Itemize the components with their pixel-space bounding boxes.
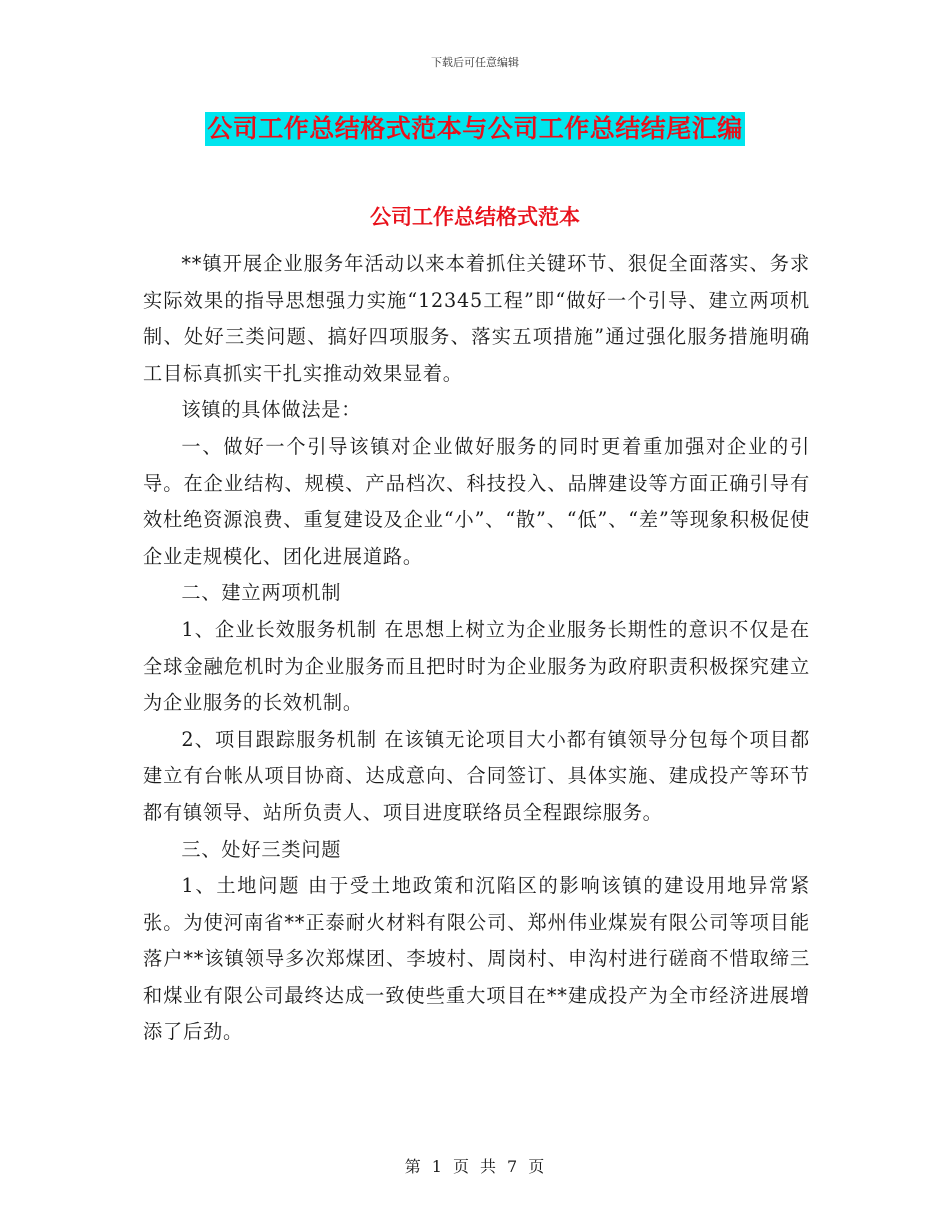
- paragraph-project-tracking: 2、项目跟踪服务机制 在该镇无论项目大小都有镇领导分包每个项目都建立有台帐从项目协商、达成意向、合同签订、具体实施、建成投产等环节都有镇领导、站所负责人、项目进度联络员全程跟综服务。: [143, 727, 810, 824]
- header-note: 下载后可任意编辑: [431, 56, 519, 69]
- document-title: 公司工作总结格式范本与公司工作总结结尾汇编: [205, 112, 745, 146]
- footer-current-page: 1: [431, 1157, 443, 1176]
- footer-total-pages: 7: [507, 1157, 519, 1176]
- paragraph-land-problem: 1、土地问题 由于受土地政策和沉陷区的影响该镇的建设用地异常紧张。为使河南省**正泰耐火材料有限公司、郑州伟业煤炭有限公司等项目能落户**该镇领导多次郑煤团、李坡村、周岗村、申沟村进行磋商不惜取缔三和煤业有限公司最终达成一致使些重大项目在**建成投产为全市经济进展增添了后劲。: [143, 874, 810, 1044]
- document-body: [143, 246, 810, 1051]
- main-title-container: [0, 112, 950, 146]
- paragraph-two-mechanisms-heading: 二、建立两项机制: [181, 581, 342, 605]
- paragraph-intro: **镇开展企业服务年活动以来本着抓住关键环节、狠促全面落实、务求实际效果的指导思想强力实施“12345工程”即“做好一个引导、建立两项机制、处好三类问题、搞好四项服务、落实五项措施”通过强化服务措施明确工目标真抓实干扎实推动效果显着。: [143, 252, 810, 385]
- paragraph-three-problems-heading: 三、处好三类问题: [181, 837, 342, 861]
- section-title: 公司工作总结格式范本: [370, 204, 580, 229]
- page-footer: [0, 1154, 950, 1177]
- footer-label-pages: 页: [528, 1157, 546, 1176]
- footer-label-of: 页: [452, 1157, 470, 1176]
- footer-label-total: 共: [480, 1157, 498, 1176]
- paragraph-guidance: 一、做好一个引导该镇对企业做好服务的同时更着重加强对企业的引导。在企业结构、规模、产品档次、科技投入、品牌建设等方面正确引导有效杜绝资源浪费、重复建设及企业“小”、“散”、“低”、“差”等现象积极促使企业走规模化、团化进展道路。: [143, 434, 810, 568]
- paragraph-long-term-service: 1、企业长效服务机制 在思想上树立为企业服务长期性的意识不仅是在全球金融危机时为企业服务而且把时时为企业服务为政府职责积极探究建立为企业服务的长效机制。: [143, 617, 810, 715]
- footer-label-page: 第: [404, 1157, 422, 1176]
- paragraph-method-lead: 该镇的具体做法是：: [181, 398, 362, 422]
